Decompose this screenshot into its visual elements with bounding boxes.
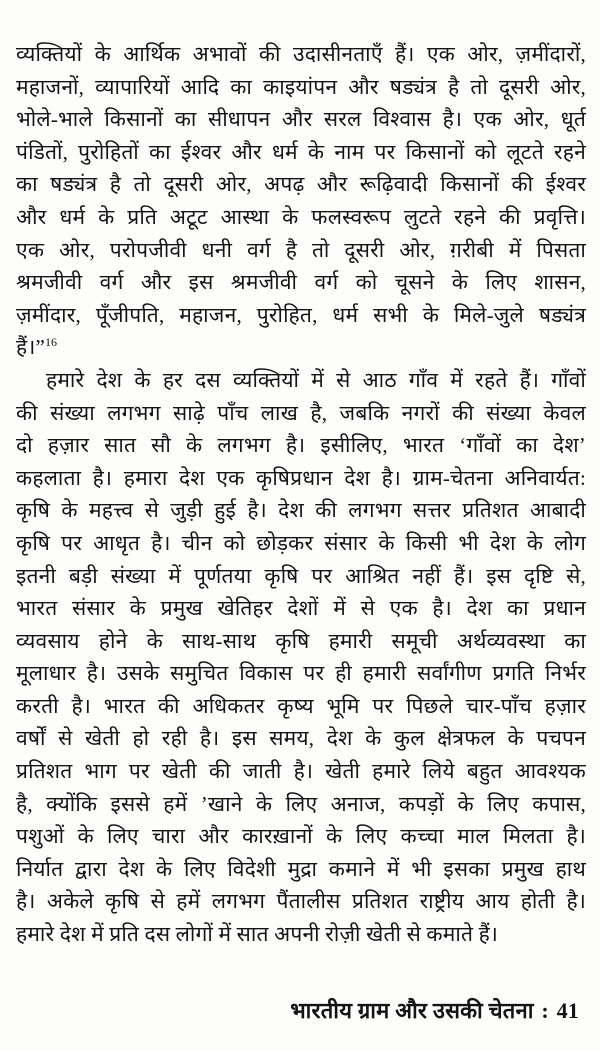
footnote-marker: 16 [45, 335, 58, 350]
text-line: हमारे देश में प्रति दस लोगों में सात अपनी रोज़ी खेती से कमाते हैं। [16, 922, 499, 947]
text-line [16, 331, 586, 364]
text-line: एक ओर, परोपजीवी धनी वर्ग है तो दूसरी ओर, ग़रीबी में पिसता [16, 237, 586, 262]
footer-page-number: 41 [556, 998, 579, 1023]
text-line: व्यक्तियों के आर्थिक अभावों की उदासीनताएँ हैं। एक ओर, ज़मींदारों, [16, 42, 586, 66]
quote-end-text: हैं।” [16, 335, 46, 360]
text-line: भोले-भाले किसानों का सीधापन और सरल विश्वास है। एक ओर, धूर्त [16, 107, 586, 132]
text-line: है, क्योंकि इससे हमें ’खाने के लिए अनाज, कपड़ों के लिए कपास, [16, 791, 586, 816]
text-line: कृषि पर आधृत है। चीन को छोड़कर संसार के किसी भी देश के लोग [16, 530, 586, 555]
text-line: दो हज़ार सात सौ के लगभग है। इसीलिए, भारत ‘गाँवों का देश’ [16, 433, 586, 458]
paragraph-2 [16, 364, 586, 951]
text-line: निर्यात द्वारा देश के लिए विदेशी मुद्रा कमाने में भी इसका प्रमुख हाथ [16, 856, 586, 881]
text-line: प्रतिशत भाग पर खेती की जाती है। खेती हमारे लिये बहुत आवश्यक [16, 759, 586, 784]
text-line: हमारे देश के हर दस व्यक्तियों में से आठ गाँव में रहते हैं। गाँवों [46, 367, 586, 392]
text-line: है। अकेले कृषि से हमें लगभग पैंतालीस प्रतिशत राष्ट्रीय आय होती है। [16, 889, 586, 914]
text-line: पंडितों, पुरोहितों का ईश्वर और धर्म के नाम पर किसानों को लूटते रहने [16, 139, 586, 164]
paragraph-1 [16, 38, 586, 364]
text-line: पशुओं के लिए चारा और कारख़ानों के लिए कच्चा माल मिलता है। [16, 824, 586, 849]
text-line: का षड्यंत्र है तो दूसरी ओर, अपढ़ और रूढ़िवादी किसानों की ईश्वर [16, 172, 586, 197]
text-line: की संख्या लगभग साढ़े पाँच लाख है, जबकि नगरों की संख्या केवल [16, 400, 586, 425]
text-line: महाजनों, व्यापारियों आदि का काइयांपन और षड्यंत्र है तो दूसरी ओर, [16, 74, 586, 99]
text-line: ज़मींदार, पूँजीपति, महाजन, पुरोहित, धर्म सभी के मिले-जुले षड्यंत्र [16, 302, 586, 327]
text-line: मूलाधार है। उसके समुचित विकास पर ही हमारी सर्वांगीण प्रगति निर्भर [16, 661, 586, 686]
text-line: इतनी बड़ी संख्या में पूर्णतया कृषि पर आश्रित नहीं हैं। इस दृष्टि से, [16, 563, 586, 588]
text-line: और धर्म के प्रति अटूट आस्था के फलस्वरूप लुटते रहने की प्रवृत्ति। [16, 204, 586, 229]
text-line: भारत संसार के प्रमुख खेतिहर देशों में से एक है। देश का प्रधान [16, 596, 586, 621]
page-text [16, 38, 586, 951]
text-line: व्यवसाय होने के साथ-साथ कृषि हमारी समूची अर्थव्यवस्था का [16, 628, 586, 653]
footer-separator: : [535, 998, 555, 1023]
text-line: वर्षों से खेती हो रही है। इस समय, देश के कुल क्षेत्रफल के पचपन [16, 726, 586, 751]
text-line: कृषि के महत्त्व से जुड़ी हुई है। देश की लगभग सत्तर प्रतिशत आबादी [16, 498, 586, 523]
text-line: कहलाता है। हमारा देश एक कृषिप्रधान देश है। ग्राम-चेतना अनिवार्यत: [16, 465, 586, 490]
text-line: श्रमजीवी वर्ग और इस श्रमजीवी वर्ग को चूसने के लिए शासन, [16, 270, 586, 295]
text-line: करती है। भारत की अधिकतर कृष्य भूमि पर पिछले चार-पाँच हज़ार [16, 693, 586, 718]
footer-chapter-title: भारतीय ग्राम और उसकी चेतना [290, 998, 534, 1023]
running-footer [289, 995, 580, 1025]
